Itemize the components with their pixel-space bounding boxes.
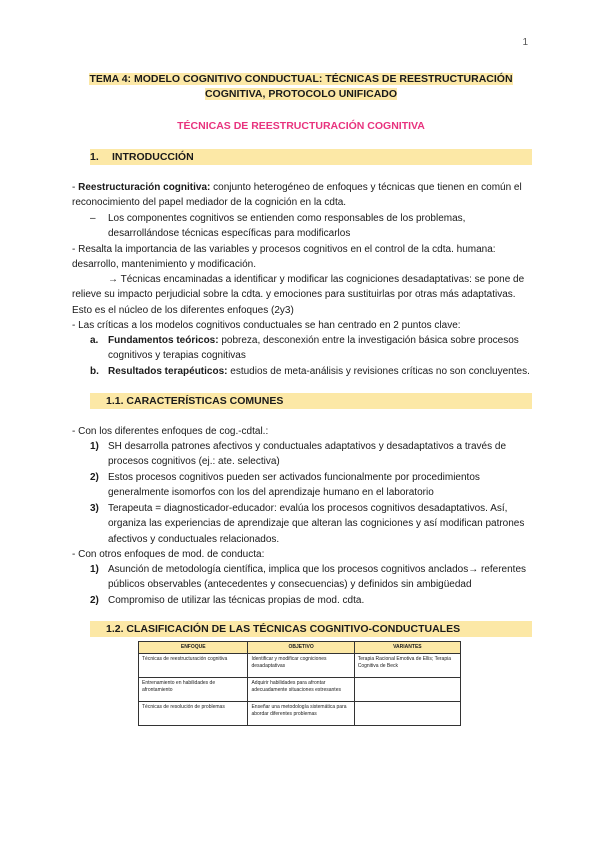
- text: Con los diferentes enfoques de cog.-cdtal.:: [78, 426, 269, 437]
- table-cell: Identificar y modificar cogniciones desadaptativas: [248, 654, 354, 678]
- table-cell: [354, 702, 460, 726]
- intro-paragraph-1: - Reestructuración cognitiva: conjunto heterogéneo de enfoques y técnicas que tienen en común el reconocimiento del papel mediador de la cognición en la cdta.: [72, 182, 522, 209]
- list-marker: 2): [90, 595, 99, 606]
- table-cell: Entrenamiento en habilidades de afrontamiento: [139, 678, 248, 702]
- table-row: [139, 678, 461, 702]
- document-title: [70, 72, 532, 102]
- table-row: [139, 654, 461, 678]
- term: Reestructuración cognitiva:: [78, 182, 211, 193]
- text: Las críticas a los modelos cognitivos conductuales se han centrado en 2 puntos clave:: [78, 320, 461, 331]
- table-header: VARIANTES: [354, 642, 460, 654]
- list-item: [108, 364, 538, 379]
- list-item: [108, 333, 528, 364]
- list-marker: a.: [90, 335, 99, 346]
- classification-table: [138, 641, 461, 726]
- section-number: 1.: [90, 151, 99, 163]
- list-marker: 1): [90, 441, 99, 452]
- table-header-row: [139, 642, 461, 654]
- list-item: Compromiso de utilizar las técnicas propias de mod. cdta.: [108, 595, 365, 606]
- section-label: INTRODUCCIÓN: [112, 151, 194, 163]
- table-cell: Adquirir habilidades para afrontar adecuadamente situaciones estresantes: [248, 678, 354, 702]
- table-cell: Enseñar una metodología sistemática para abordar diferentes problemas: [248, 702, 354, 726]
- table-header: ENFOQUE: [139, 642, 248, 654]
- term: Fundamentos teóricos:: [108, 335, 219, 346]
- list-marker: 1): [90, 564, 99, 575]
- list-marker: b.: [90, 366, 99, 377]
- table-cell: Técnicas de resolución de problemas: [139, 702, 248, 726]
- document-title-text: TEMA 4: MODELO COGNITIVO CONDUCTUAL: TÉCNICAS DE REESTRUCTURACIÓN COGNITIVA, PROTOCOLO UNIFICADO: [89, 73, 513, 100]
- section-heading-classification: 1.2. CLASIFICACIÓN DE LAS TÉCNICAS COGNITIVO-CONDUCTUALES: [90, 621, 532, 637]
- table-row: [139, 702, 461, 726]
- list-marker: 3): [90, 503, 99, 514]
- text: Resalta la importancia de las variables y procesos cognitivos en el control de la cdta. humana: desarrollo, mantenimiento y modificación.: [72, 244, 496, 271]
- intro-paragraph-2: - Resalta la importancia de las variables y procesos cognitivos en el control de la cdta. humana: desarrollo, mantenimiento y modificación.: [72, 244, 496, 271]
- list-item: SH desarrolla patrones afectivos y conductuales adaptativos y desadaptativos a través de procesos cognitivos (ej.: ate. selectiva): [108, 441, 507, 468]
- section-heading-intro: [90, 149, 532, 165]
- dash-marker: –: [90, 213, 96, 224]
- table-cell: Terapia Racional Emotiva de Ellis; Terapia Cognitiva de Beck: [354, 654, 460, 678]
- page-number: 1: [522, 37, 528, 48]
- text: conjunto heterogéneo de enfoques y técnicas que tienen en común el reconocimiento del papel mediador de la cognición en la cdta.: [72, 182, 522, 209]
- common-intro-1: - Con los diferentes enfoques de cog.-cdtal.:: [72, 426, 269, 437]
- intro-paragraph-4: - Las críticas a los modelos cognitivos conductuales se han centrado en 2 puntos clave:: [72, 320, 461, 331]
- section-heading-common: 1.1. CARACTERÍSTICAS COMUNES: [90, 393, 532, 409]
- term: Resultados terapéuticos:: [108, 366, 228, 377]
- list-marker: 2): [90, 472, 99, 483]
- intro-dash-item: Los componentes cognitivos se entienden como responsables de los problemas, desarrollándose técnicas específicas para modificarlos: [108, 213, 466, 240]
- text: Con otros enfoques de mod. de conducta:: [78, 549, 265, 560]
- table-cell: [354, 678, 460, 702]
- common-intro-2: - Con otros enfoques de mod. de conducta:: [72, 549, 265, 560]
- text: estudios de meta-análisis y revisiones críticas no son concluyentes.: [227, 366, 530, 377]
- list-item: Asunción de metodología científica, implica que los procesos cognitivos anclados→ referentes públicos observables (antecedentes y consecuencias) y definidos sin ambigüedad: [108, 564, 527, 591]
- document-subtitle: TÉCNICAS DE REESTRUCTURACIÓN COGNITIVA: [177, 120, 425, 132]
- intro-paragraph-3: → Técnicas encaminadas a identificar y modificar las cogniciones desadaptativas: se pone de relieve su impacto perjudicial sobre la cdta. y emociones para sustituirlas por otras más adaptativas. Esto es el núcleo de los diferentes enfoques (2y3): [72, 274, 525, 316]
- list-item: Estos procesos cognitivos pueden ser activados funcionalmente por procedimientos generalmente isomorfos con los del aprendizaje humano en el laboratorio: [108, 472, 480, 499]
- table-cell: Técnicas de reestructuración cognitiva: [139, 654, 248, 678]
- text: pobreza, desconexión entre la investigación básica sobre procesos cognitivos y terapias cognitivas: [108, 335, 519, 362]
- list-item: Terapeuta = diagnosticador-educador: evalúa los procesos cognitivos desadaptativos. Así, organiza las experiencias de aprendizaje que alteran las cogniciones y así modifican patrones afectivos y conductuales relacionados.: [108, 503, 525, 545]
- table-header: OBJETIVO: [248, 642, 354, 654]
